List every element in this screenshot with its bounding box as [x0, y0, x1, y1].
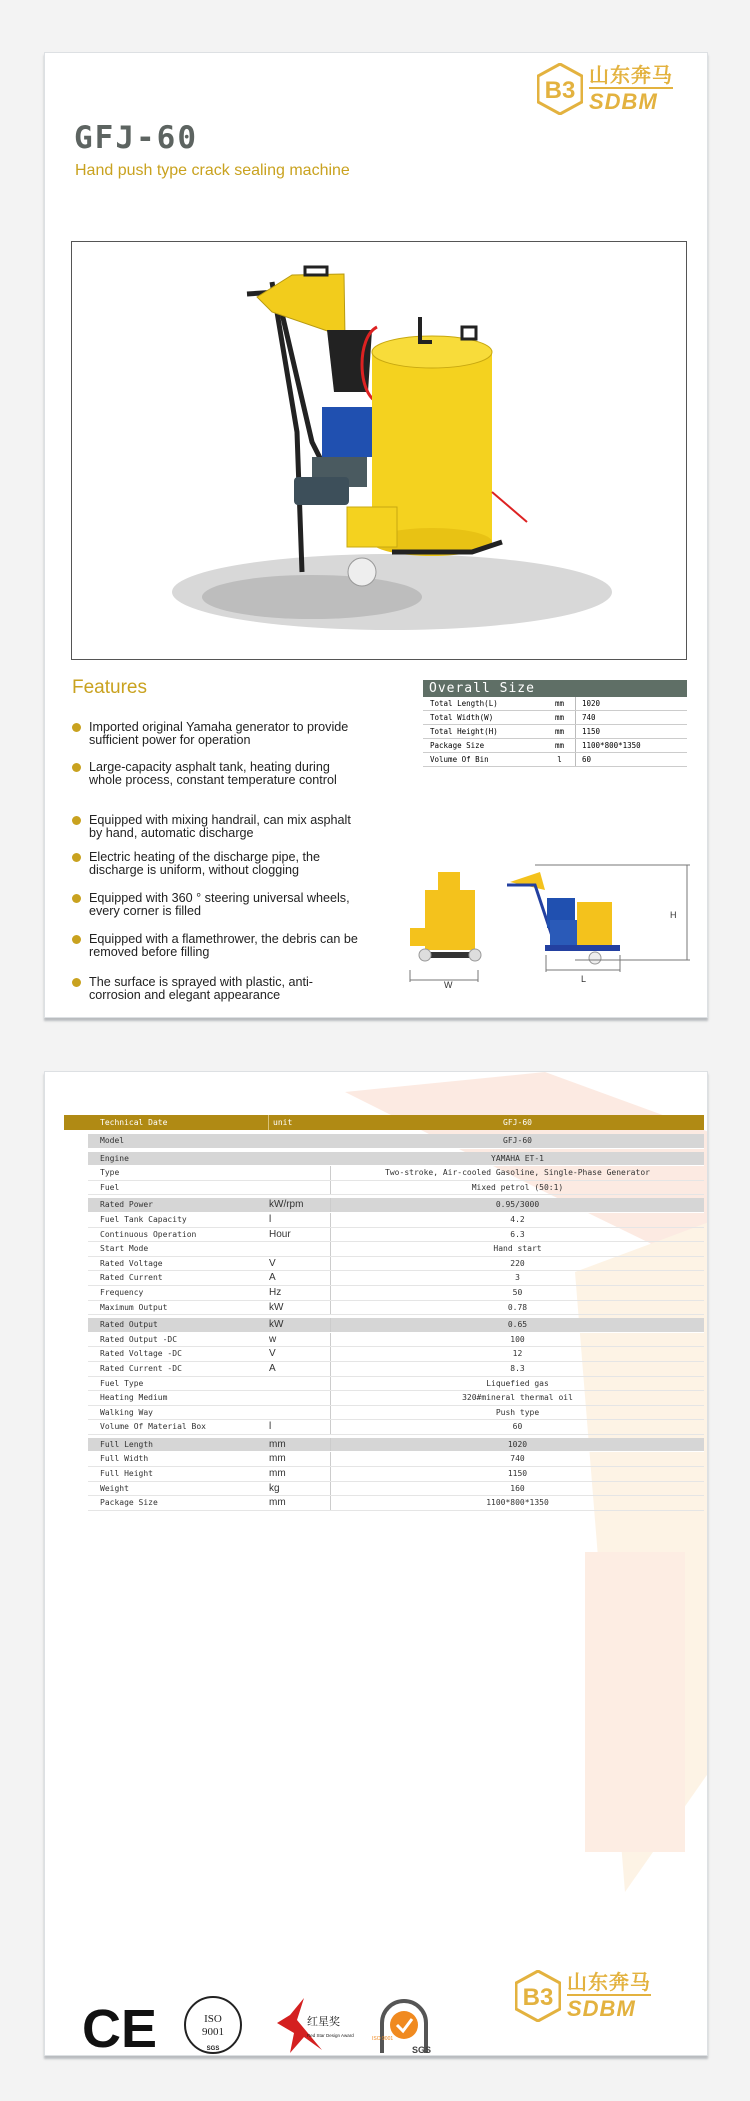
- feature-item: [72, 892, 362, 918]
- technical-data-card: [44, 1071, 708, 2056]
- row-label: Maximum Output: [100, 1302, 168, 1312]
- row-unit: kW/rpm: [269, 1198, 331, 1212]
- feature-text: Equipped with mixing handrail, can mix asphalt by hand, automatic discharge: [89, 813, 351, 840]
- row-value: 3: [515, 1273, 520, 1283]
- brand-name-en: SDBM: [589, 88, 658, 114]
- feature-item: [72, 814, 362, 840]
- page-subtitle: Hand push type crack sealing machine: [75, 162, 350, 179]
- table-row: [88, 1406, 704, 1421]
- row-unit: kW: [269, 1318, 331, 1332]
- brand-name-en: SDBM: [567, 1995, 636, 2021]
- table-row: [88, 1496, 704, 1511]
- row-label: Frequency: [100, 1287, 144, 1297]
- row-label: Rated Output: [100, 1320, 158, 1330]
- row-label: Package Size: [100, 1498, 158, 1508]
- bullet-icon: [72, 816, 81, 825]
- row-value: 1150: [582, 727, 601, 736]
- row-value: 12: [512, 1349, 523, 1359]
- table-row: [88, 1242, 704, 1257]
- row-label: Type: [100, 1168, 120, 1178]
- bullet-icon: [72, 894, 81, 903]
- row-value: 0.65: [507, 1320, 528, 1330]
- row-value: 1020: [582, 699, 601, 708]
- row-unit: A: [269, 1362, 331, 1376]
- length-label: L: [581, 974, 587, 984]
- row-unit: l: [544, 753, 576, 766]
- feature-text: Equipped with a flamethrower, the debris can be removed before filling: [89, 932, 358, 959]
- row-label: Engine: [100, 1153, 129, 1163]
- row-unit: kg: [269, 1482, 331, 1496]
- row-unit: [269, 1406, 331, 1420]
- row-unit: [269, 1134, 331, 1148]
- brand-logo-footer: [515, 1970, 651, 2022]
- row-value: 50: [512, 1287, 523, 1297]
- row-label: Rated Current -DC: [100, 1363, 182, 1373]
- row-unit: mm: [544, 697, 576, 710]
- row-value: 1020: [507, 1439, 528, 1449]
- feature-item: [72, 761, 362, 787]
- row-value: Mixed petrol (50:1): [471, 1182, 564, 1192]
- row-value: 220: [510, 1258, 525, 1268]
- sgs-certification-icon: [372, 2001, 431, 2055]
- row-label: Full Width: [100, 1454, 149, 1464]
- row-label: Rated Current: [100, 1273, 163, 1283]
- row-unit: Hz: [269, 1286, 331, 1300]
- feature-item: [72, 851, 362, 877]
- row-unit: [269, 1242, 331, 1256]
- row-unit: V: [269, 1257, 331, 1271]
- bullet-icon: [72, 935, 81, 944]
- row-unit: A: [269, 1271, 331, 1285]
- page-title: GFJ-60: [74, 120, 198, 156]
- feature-text: Large-capacity asphalt tank, heating during whole process, constant temperature control: [89, 760, 337, 787]
- row-unit: V: [269, 1347, 331, 1361]
- table-row: [88, 1228, 704, 1243]
- brand-hexagon-icon: [515, 1970, 561, 2022]
- row-label: Full Height: [100, 1469, 153, 1479]
- feature-text: The surface is sprayed with plastic, anti-corrosion and elegant appearance: [89, 975, 313, 1002]
- feature-item: [72, 933, 362, 959]
- table-row: [88, 1347, 704, 1362]
- row-unit: mm: [544, 739, 576, 752]
- features-heading: Features: [72, 677, 147, 698]
- technical-data-table: [64, 1115, 704, 1511]
- table-row: [88, 1198, 704, 1213]
- overall-size-table: [423, 680, 687, 767]
- row-label: Walking Way: [100, 1407, 153, 1417]
- feature-item: [72, 976, 362, 1002]
- row-value: Hand start: [493, 1244, 542, 1254]
- row-label: Start Mode: [100, 1244, 149, 1254]
- row-label: Rated Output -DC: [100, 1334, 178, 1344]
- row-label: Fuel Type: [100, 1378, 144, 1388]
- row-value: 100: [510, 1334, 525, 1344]
- brand-name-cn: 山东奔马: [567, 1971, 651, 1994]
- table-row: [423, 697, 687, 711]
- row-label: Rated Power: [100, 1200, 153, 1210]
- feature-item: [72, 721, 362, 747]
- table-header: [64, 1115, 704, 1130]
- row-unit: [269, 1377, 331, 1391]
- table-row: [88, 1134, 704, 1149]
- row-unit: mm: [269, 1467, 331, 1481]
- row-value: 6.3: [510, 1229, 525, 1239]
- svg-text:CE: CE: [82, 1999, 158, 2055]
- red-star-award-icon: [277, 1998, 354, 2053]
- feature-text: Imported original Yamaha generator to provide sufficient power for operation: [89, 720, 349, 747]
- row-value: 740: [510, 1454, 525, 1464]
- row-unit: [269, 1166, 331, 1180]
- row-unit: [269, 1152, 331, 1166]
- row-label: Model: [100, 1136, 125, 1145]
- bullet-icon: [72, 763, 81, 772]
- row-unit: mm: [269, 1438, 331, 1452]
- width-label: W: [444, 980, 453, 990]
- product-photo: [71, 241, 687, 660]
- row-label: Rated Voltage -DC: [100, 1349, 182, 1359]
- overall-size-title: Overall Size: [423, 680, 687, 697]
- row-label: Total Length(L): [430, 699, 498, 708]
- table-row: [88, 1271, 704, 1286]
- row-value: 4.2: [510, 1214, 525, 1224]
- table-row: [423, 753, 687, 767]
- row-value: 1100*800*1350: [486, 1498, 549, 1508]
- row-label: Fuel: [100, 1182, 120, 1192]
- svg-text:SGS: SGS: [206, 2046, 220, 2052]
- svg-text:B3: B3: [544, 77, 576, 104]
- row-value: 60: [582, 755, 592, 764]
- row-unit: mm: [544, 725, 576, 738]
- svg-text:SGS: SGS: [412, 2045, 432, 2055]
- row-label: Volume Of Bin: [430, 755, 489, 764]
- row-label: Weight: [100, 1483, 129, 1493]
- row-label: Continuous Operation: [100, 1229, 197, 1239]
- table-row: [88, 1333, 704, 1348]
- height-label: H: [670, 910, 677, 920]
- table-row: [88, 1213, 704, 1228]
- row-label: Fuel Tank Capacity: [100, 1214, 187, 1224]
- table-row: [88, 1257, 704, 1272]
- row-unit: l: [269, 1420, 331, 1434]
- dimension-diagram: [395, 860, 690, 990]
- table-row: [88, 1318, 704, 1333]
- table-row: [88, 1482, 704, 1497]
- ce-mark-icon: [82, 1999, 157, 2055]
- header-unit: unit: [273, 1118, 293, 1127]
- row-unit: mm: [544, 711, 576, 724]
- row-unit: mm: [269, 1452, 331, 1466]
- table-row: [88, 1452, 704, 1467]
- row-value: 160: [510, 1483, 525, 1493]
- table-row: [88, 1286, 704, 1301]
- row-value: 0.78: [507, 1302, 528, 1312]
- svg-text:ISO: ISO: [204, 2013, 222, 2025]
- svg-text:红星奖: 红星奖: [307, 2016, 340, 2028]
- feature-text: Equipped with 360 ° steering universal wheels, every corner is filled: [89, 891, 350, 918]
- table-row: [88, 1467, 704, 1482]
- iso-9001-icon: [185, 1997, 241, 2053]
- row-unit: [269, 1391, 331, 1405]
- certification-logos: [82, 1995, 442, 2055]
- brand-hexagon-icon: [537, 63, 583, 115]
- row-value: 1100*800*1350: [582, 741, 641, 750]
- bullet-icon: [72, 978, 81, 987]
- row-unit: w: [269, 1333, 331, 1347]
- row-label: Package Size: [430, 741, 485, 750]
- row-label: Total Width(W): [430, 713, 494, 722]
- table-row: [88, 1420, 704, 1435]
- row-value: Push type: [495, 1407, 540, 1417]
- table-row: [423, 711, 687, 725]
- svg-text:B3: B3: [522, 1984, 554, 2011]
- row-unit: kW: [269, 1301, 331, 1315]
- svg-text:ISO 9001: ISO 9001: [372, 2036, 394, 2042]
- header-label: Technical Date: [64, 1115, 269, 1130]
- row-unit: Hour: [269, 1228, 331, 1242]
- row-value: 0.95/3000: [495, 1200, 540, 1210]
- row-value: 8.3: [510, 1363, 525, 1373]
- feature-text: Electric heating of the discharge pipe, the discharge is uniform, without clogging: [89, 850, 321, 877]
- table-row: [88, 1301, 704, 1316]
- row-value: 740: [582, 713, 596, 722]
- row-value: 320#mineral thermal oil: [462, 1393, 573, 1403]
- row-unit: mm: [269, 1496, 331, 1510]
- header-value: GFJ-60: [503, 1118, 532, 1127]
- table-row: [88, 1152, 704, 1167]
- brand-name-cn: 山东奔马: [589, 64, 673, 87]
- svg-text:Red Star Design Award: Red Star Design Award: [307, 2033, 354, 2038]
- table-row: [88, 1166, 704, 1181]
- table-row: [88, 1391, 704, 1406]
- bullet-icon: [72, 723, 81, 732]
- row-label: Rated Voltage: [100, 1258, 163, 1268]
- table-row: [88, 1377, 704, 1392]
- table-row: [88, 1181, 704, 1196]
- brand-logo: [537, 63, 673, 115]
- row-label: Heating Medium: [100, 1393, 168, 1403]
- bullet-icon: [72, 853, 81, 862]
- table-row: [88, 1362, 704, 1377]
- table-row: [423, 739, 687, 753]
- row-label: Volume Of Material Box: [100, 1422, 206, 1432]
- row-label: Full Length: [100, 1439, 153, 1449]
- row-label: Total Height(H): [430, 727, 498, 736]
- svg-text:9001: 9001: [202, 2026, 224, 2038]
- row-value: 60: [512, 1422, 523, 1432]
- table-row: [88, 1438, 704, 1453]
- row-value: Liquefied gas: [486, 1378, 549, 1388]
- row-unit: l: [269, 1213, 331, 1227]
- row-value: GFJ-60: [503, 1136, 532, 1145]
- row-unit: [269, 1181, 331, 1195]
- table-row: [423, 725, 687, 739]
- row-value: Two-stroke, Air-cooled Gasoline, Single-Phase Generator: [385, 1168, 650, 1178]
- row-value: YAMAHA ET-1: [491, 1153, 544, 1163]
- row-value: 1150: [507, 1469, 528, 1479]
